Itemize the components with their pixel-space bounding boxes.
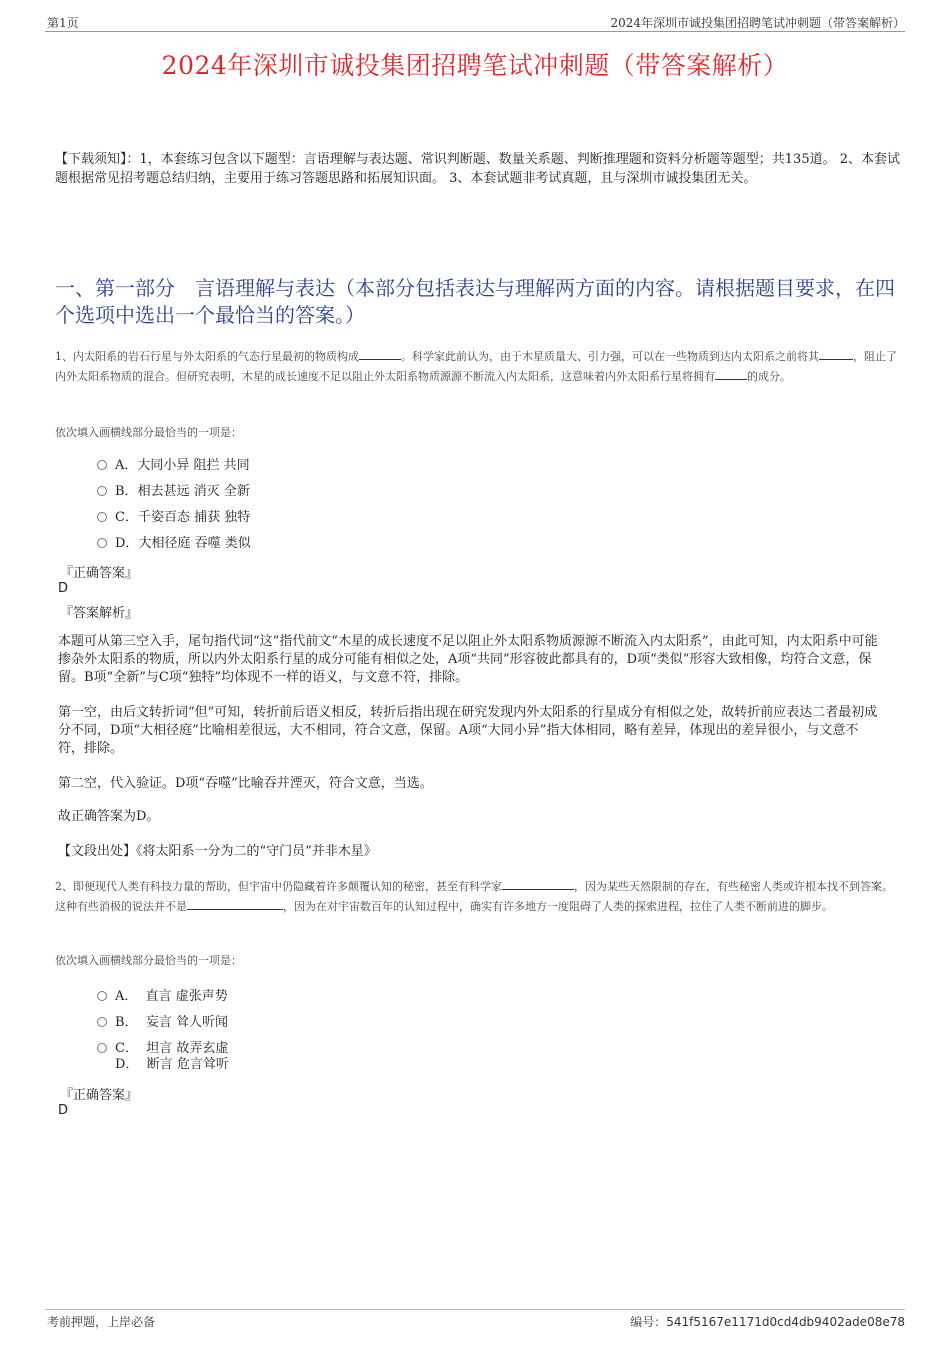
q2-text-3: ，因为在对宇宙数百年的认知过程中，确实有许多地方一度阻碍了人类的探索进程，拉住了人类不断前进的脚步。	[283, 900, 833, 913]
page-number: 第1页	[47, 16, 79, 30]
option-text: 大同小异 阻拦 共同	[137, 458, 250, 473]
q2-option-b[interactable]	[97, 1014, 228, 1032]
q1-option-c[interactable]	[97, 509, 250, 527]
q1-option-b[interactable]	[97, 483, 250, 501]
option-letter: A．	[115, 989, 138, 1004]
option-text: 断言 危言耸听	[146, 1057, 229, 1072]
option-letter: C．	[115, 1041, 138, 1056]
document-title: 2024年深圳市诚投集团招聘笔试冲刺题（带答案解析）	[161, 51, 789, 80]
download-notice: 【下载须知】：1，本套练习包含以下题型：言语理解与表达题、常识判断题、数量关系题、判断推理题和资料分析题等题型；共135道。 2、本套试题根据常见招考题总结归纳，主要用于练习答题思路和拓展知识面。 3、本套试题非考试真题，且与深圳市诚投集团无关。	[55, 152, 900, 186]
q1-answer-label: 『正确答案』	[60, 566, 139, 581]
q2-answer: D	[58, 1103, 69, 1118]
radio-icon[interactable]	[97, 1017, 107, 1027]
radio-icon[interactable]	[97, 1043, 107, 1053]
q1-analysis-label: 『答案解析』	[60, 606, 139, 621]
option-text: 坦言 故弄玄虚	[146, 1041, 229, 1056]
question-2-stem	[55, 877, 900, 917]
q1-answer: D	[58, 581, 69, 596]
header-divider	[45, 31, 905, 32]
footer-divider	[45, 1309, 905, 1310]
q1-analysis-para-4: 故正确答案为D。	[58, 809, 160, 824]
code-label: 编号：	[630, 1315, 667, 1329]
q1-text-1: 1、内太阳系的岩石行星与外太阳系的气态行星最初的物质构成	[55, 350, 359, 363]
q1-blank-3	[715, 367, 747, 380]
question-1-stem	[55, 347, 900, 387]
q1-analysis-para-2: 第一空，由后文转折词“但”可知，转折前后语义相反，转折后指出现在研究发现内外太阳系的行星成分有相似之处，故转折前应表达二者最初成分不同，D项“大相径庭”比喻相差很远，大不相同，符合文意，保留。A项“大同小异”指大体相同，略有差异，体现出的差异很小，与文意不符，排除。	[58, 705, 878, 756]
option-text: 千姿百态 捕获 独特	[137, 510, 251, 525]
option-text: 大相径庭 吞噬 类似	[138, 536, 251, 551]
q1-text-4: 的成分。	[747, 370, 791, 383]
q2-blank-1	[502, 877, 574, 890]
q2-option-d[interactable]	[97, 1056, 229, 1074]
radio-icon[interactable]	[97, 460, 107, 470]
q1-option-a[interactable]	[97, 457, 250, 475]
option-text: 直言 虚张声势	[145, 989, 228, 1004]
footer-code	[630, 1313, 905, 1330]
radio-icon[interactable]	[97, 991, 107, 1001]
option-letter: B．	[115, 1015, 138, 1030]
radio-icon[interactable]	[97, 512, 107, 522]
q2-text-1: 2、即便现代人类有科技力量的帮助，但宇宙中仍隐藏着许多颠覆认知的秘密，甚至有科学家	[55, 880, 502, 893]
q1-analysis-para-1: 本题可从第三空入手，尾句指代词“这”指代前文“木星的成长速度不足以阻止外太阳系物质源源不断流入内太阳系”，由此可知，内太阳系中可能掺杂外太阳系的物质，所以内外太阳系行星的成分可能有相似之处，A项“共同”形容彼此都具有的，D项“类似”形容大致相像，均符合文意，保留。B项“全新”与C项“独特”均体现不一样的语义，与文意不符，排除。	[58, 634, 878, 685]
section-heading: 一、第一部分 言语理解与表达（本部分包括表达与理解两方面的内容。请根据题目要求，在四个选项中选出一个最恰当的答案。）	[55, 276, 895, 327]
q1-analysis-para-3: 第二空，代入验证。D项“吞噬”比喻吞并湮灭，符合文意，当选。	[58, 776, 433, 791]
q1-blank-2	[819, 347, 853, 360]
option-text: 妄言 耸人听闻	[145, 1015, 228, 1030]
code-value: 541f5167e1171d0cd4db9402ade08e78	[666, 1315, 905, 1329]
footer-slogan: 考前押题，上岸必备	[47, 1315, 156, 1329]
q1-text-2: 。科学家此前认为，由于木星质量大、引力强，可以在一些物质到达内太阳系之前将其	[401, 350, 819, 363]
option-letter: B．	[115, 484, 138, 499]
option-letter: A．	[115, 458, 138, 473]
question-2-prompt: 依次填入画横线部分最恰当的一项是：	[55, 954, 242, 967]
q2-blank-2	[187, 897, 283, 910]
option-text: 相去甚远 消灭 全新	[137, 484, 250, 499]
q1-option-d[interactable]	[97, 535, 251, 553]
q1-blank-1	[359, 347, 401, 360]
option-letter: D．	[115, 1057, 139, 1072]
q1-text-3: ，阻止了内外太阳系物质的混合。但研究表明，木星的成长速度不足以阻止外太阳系物质源源不断流入内太阳系，这意味着内外太阳系行星将拥有	[55, 350, 897, 383]
radio-icon[interactable]	[97, 486, 107, 496]
q2-text-2: ，因为某些天然限制的存在，有些秘密人类或许根本找不到答案。这种有些消极的说法并不是	[55, 880, 893, 913]
radio-icon[interactable]	[97, 538, 107, 548]
q1-source: 【文段出处】《将太阳系一分为二的“守门员”并非木星》	[58, 844, 377, 859]
q2-answer-label: 『正确答案』	[60, 1088, 139, 1103]
option-letter: D．	[115, 536, 139, 551]
option-letter: C．	[115, 510, 138, 525]
q2-option-a[interactable]	[97, 988, 228, 1006]
header-doc-title: 2024年深圳市诚投集团招聘笔试冲刺题（带答案解析）	[610, 16, 905, 30]
question-1-prompt: 依次填入画横线部分最恰当的一项是：	[55, 426, 242, 439]
